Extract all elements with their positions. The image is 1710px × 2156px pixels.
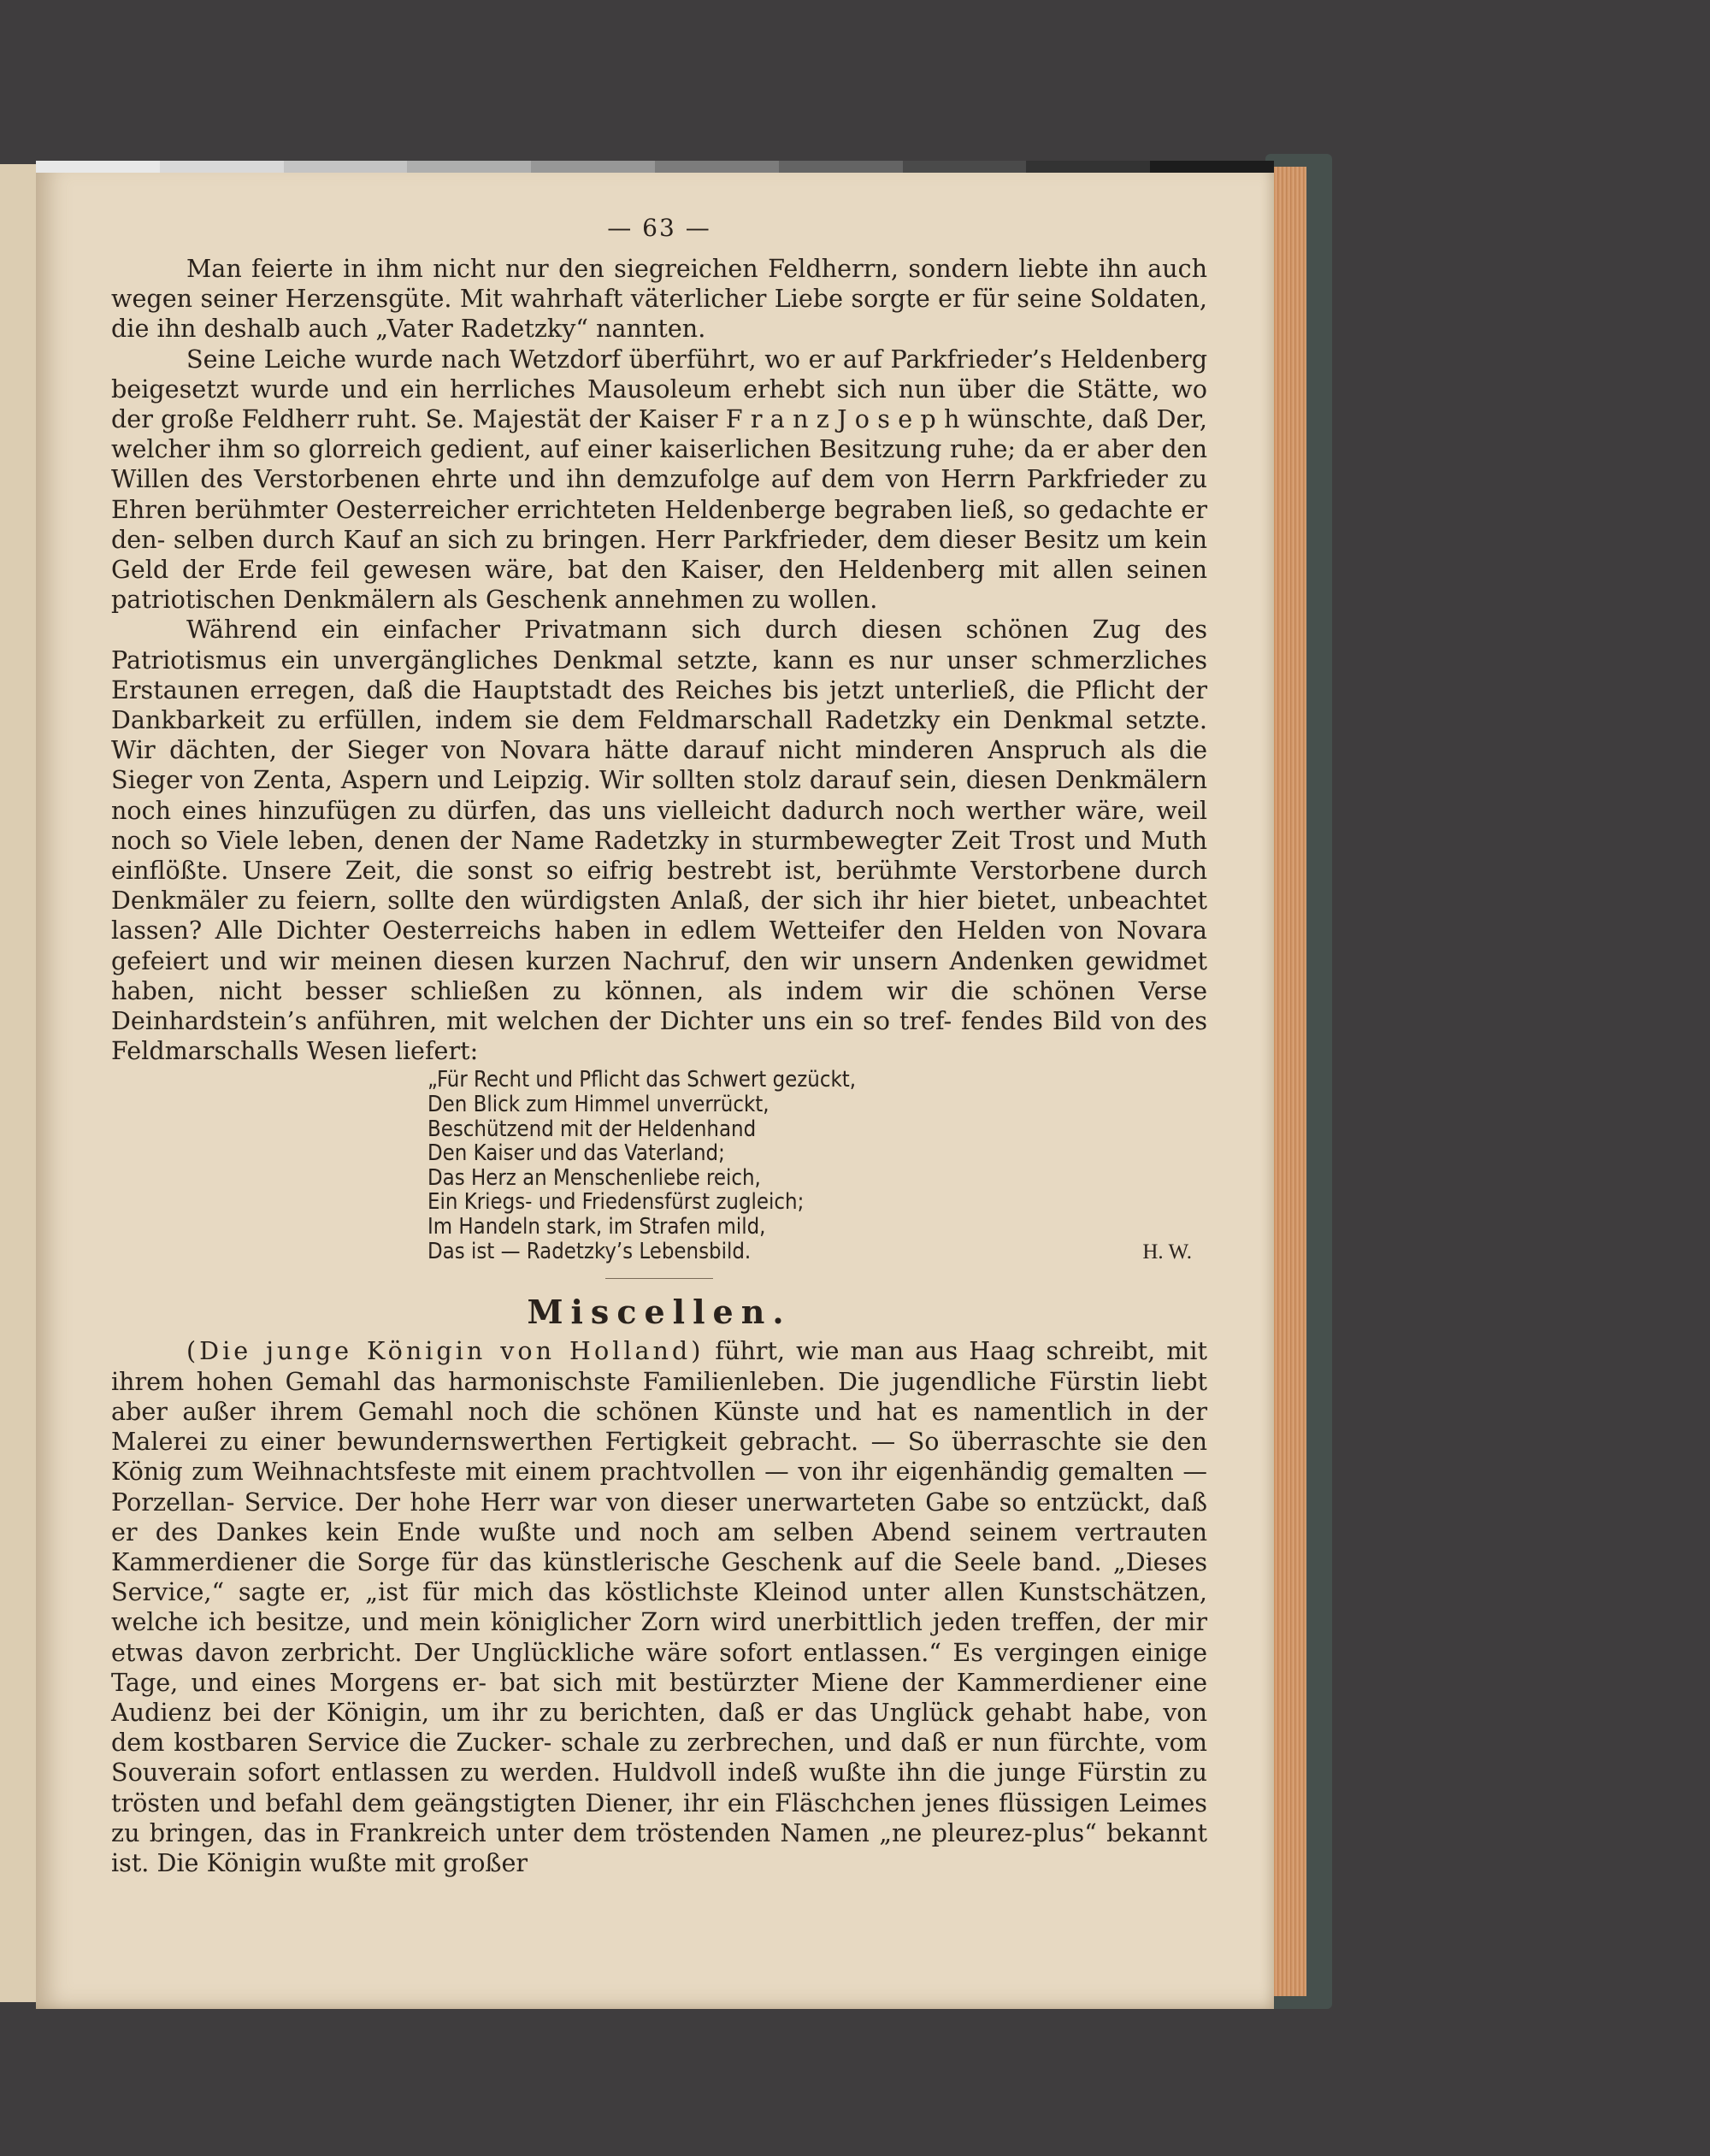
section-paragraph-text: führt, wie man aus Haag schreibt, mit ihrem hohen Gemahl das harmonischste Familienleben. Die jugendliche Fürstin liebt aber außer ihrem Gemahl noch die schönen Künste und hat es namentlich in der Malerei zu einer bewundernswerthen Fertigkeit gebracht. — So überraschte sie den König zum Weihnachtsfeste mit einem prachtvollen — von ihr eigenhändig gemalten — Porzellan- Service. Der hohe Herr war von dieser unerwarteten Gabe so entzückt, daß er des Dankes kein Ende wußte und noch am selben Abend seinem vertrauten Kammerdiener die Sorge für das künstlerische Geschenk auf die Seele band. „Dieses Service,“ sagte er, „ist für mich das köstlichste Kleinod unter allen Kunstschätzen, welche ich besitze, und mein königlicher Zorn wird unerbittlich jeden treffen, der mir etwas davon zerbricht. Der Unglückliche wäre sofort entlassen.“ Es vergingen einige Tage, und eines Morgens er- bat sich mit bestürzter Miene der Kammerdiener eine Audienz bei der Königin, um ihr zu berichten, daß er das Unglück gehabt habe, von dem kostbaren Service die Zucker- schale zu zerbrechen, und daß er nun fürchte, vom Souverain sofort entlassen zu werden. Huldvoll indeß wußte ihn die junge Fürstin zu trösten und befahl dem geängstigten Diener, ihr ein Fläschchen jenes flüssigen Leimes zu bringen, das in Frankreich unter dem tröstenden Namen „ne pleurez-plus“ bekannt ist. Die Königin wußte mit großer	[111, 1336, 1207, 1877]
section-title: Miscellen.	[527, 1293, 792, 1332]
previous-page-edge	[0, 164, 38, 2002]
poem	[428, 1068, 856, 1264]
poem-line: „Für Recht und Pflicht das Schwert gezückt,	[428, 1067, 857, 1093]
poem-line: Im Handeln stark, im Strafen mild,	[428, 1214, 766, 1240]
calibration-swatch	[284, 161, 408, 173]
section-divider	[605, 1278, 713, 1279]
paragraph: Man feierte in ihm nicht nur den siegreichen Feldherrn, sondern liebte ihn auch wegen seiner Herzensgüte. Mit wahrhaft väterlicher Liebe sorgte er für seine Soldaten, die ihn deshalb auch „Vater Radetzky“ nannten.	[111, 254, 1207, 344]
calibration-swatch	[160, 161, 284, 173]
calibration-swatch	[655, 161, 779, 173]
calibration-swatch	[36, 161, 160, 173]
calibration-swatch	[531, 161, 655, 173]
section-paragraph	[111, 1336, 1207, 1878]
poem-block	[111, 1068, 1207, 1266]
calibration-swatch	[407, 161, 531, 173]
book-page	[36, 161, 1274, 2009]
poem-line: Das Herz an Menschenliebe reich,	[428, 1164, 761, 1191]
calibration-swatch	[1026, 161, 1150, 173]
paragraph: Seine Leiche wurde nach Wetzdorf überführt, wo er auf Parkfrieder’s Heldenberg beigesetzt wurde und ein herrliches Mausoleum erhebt sich nun über die Stätte, wo der große Feldherr ruht. Se. Majestät der Kaiser F r a n z J o s e p h wünschte, daß Der, welcher ihm so glorreich gedient, auf einer kaiserlichen Besitzung ruhe; da er aber den Willen des Verstorbenen ehrte und ihn demzufolge auf dem von Herrn Parkfrieder zu Ehren berühmter Oesterreicher errichteten Heldenberge begraben ließ, so gedachte er den- selben durch Kauf an sich zu bringen. Herr Parkfrieder, dem dieser Besitz um kein Geld der Erde feil gewesen wäre, bat den Kaiser, den Heldenberg mit allen seinen patriotischen Denkmälern als Geschenk annehmen zu wollen.	[111, 344, 1207, 615]
calibration-swatch	[779, 161, 903, 173]
poem-line: Beschützend mit der Heldenhand	[428, 1116, 757, 1142]
poem-line: Den Blick zum Himmel unverrückt,	[428, 1092, 770, 1118]
poem-line: Ein Kriegs- und Friedensfürst zugleich;	[428, 1189, 805, 1216]
section-lead: (Die junge Königin von Holland)	[186, 1336, 705, 1366]
color-calibration-bar	[36, 161, 1274, 173]
author-signature: H. W.	[1142, 1240, 1192, 1264]
page-edges	[1274, 167, 1306, 1996]
poem-line: Den Kaiser und das Vaterland;	[428, 1140, 725, 1167]
page-number: — 63 —	[607, 214, 711, 242]
paragraph: Während ein einfacher Privatmann sich durch diesen schönen Zug des Patriotismus ein unvergängliches Denkmal setzte, kann es nur unser schmerzliches Erstaunen erregen, daß die Hauptstadt des Reiches bis jetzt unterließ, die Pflicht der Dankbarkeit zu erfüllen, indem sie dem Feldmarschall Radetzky ein Denkmal setzte. Wir dächten, der Sieger von Novara hätte darauf nicht minderen Anspruch als die Sieger von Zenta, Aspern und Leipzig. Wir sollten stolz darauf sein, diesen Denkmälern noch eines hinzufügen zu dürfen, das uns vielleicht dadurch noch werther wäre, weil noch so Viele leben, denen der Name Radetzky in sturmbewegter Zeit Trost und Muth einflößte. Unsere Zeit, die sonst so eifrig bestrebt ist, berühmte Verstorbene durch Denkmäler zu feiern, sollte den würdigsten Anlaß, der sich ihr hier bietet, unbeachtet lassen? Alle Dichter Oesterreichs haben in edlem Wetteifer den Helden von Novara gefeiert und wir meinen diesen kurzen Nachruf, den wir unsern Andenken gewidmet haben, nicht besser schließen zu können, als indem wir die schönen Verse Deinhardstein’s anführen, mit welchen der Dichter uns ein so tref- fendes Bild von des Feldmarschalls Wesen liefert:	[111, 615, 1207, 1066]
calibration-swatch	[1150, 161, 1274, 173]
calibration-swatch	[903, 161, 1027, 173]
poem-line: Das ist — Radetzky’s Lebensbild.	[428, 1238, 752, 1264]
page-content	[111, 214, 1207, 1878]
